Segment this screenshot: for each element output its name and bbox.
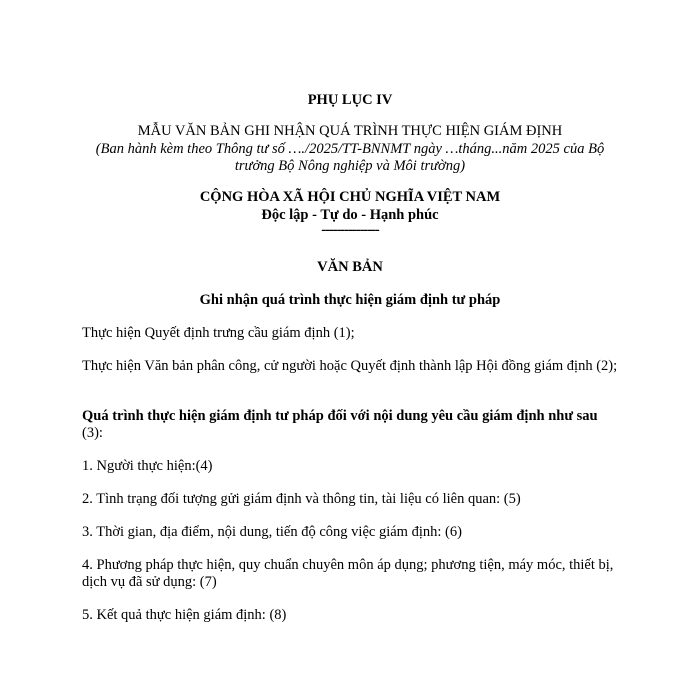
item-object-status: 2. Tình trạng đối tượng gửi giám định và thông tin, tài liệu có liên quan: (5) bbox=[82, 491, 521, 507]
item-results: 5. Kết quả thực hiện giám định: (8) bbox=[82, 607, 287, 623]
document-type-title: VĂN BẢN bbox=[317, 259, 383, 275]
country-name: CỘNG HÒA XÃ HỘI CHỦ NGHĨA VIỆT NAM bbox=[199, 189, 501, 205]
item-performer: 1. Người thực hiện:(4) bbox=[82, 458, 213, 474]
process-intro-bold: Quá trình thực hiện giám định tư pháp đối với nội dung yêu cầu giám định như sau bbox=[82, 408, 598, 424]
paragraph-assignment: Thực hiện Văn bản phân công, cử người hoặc Quyết định thành lập Hội đồng giám định (2); bbox=[82, 358, 618, 374]
appendix-title: PHỤ LỤC IV bbox=[307, 92, 393, 108]
motto-divider: --------------- bbox=[321, 222, 379, 238]
item-time-place: 3. Thời gian, địa điểm, nội dung, tiến độ công việc giám định: (6) bbox=[82, 524, 462, 540]
item-methods: 4. Phương pháp thực hiện, quy chuẩn chuyên môn áp dụng; phương tiện, máy móc, thiết bị, dịch vụ đã sử dụng: (7) bbox=[82, 557, 614, 590]
national-motto: Độc lập - Tự do - Hạnh phúc bbox=[261, 207, 439, 223]
process-intro-ref: (3): bbox=[82, 425, 103, 441]
issuance-note: (Ban hành kèm theo Thông tư số …./2025/TT-BNNMT ngày …tháng...năm 2025 của Bộ trưởng Bộ Nông nghiệp và Môi trường) bbox=[95, 141, 605, 174]
document-subject: Ghi nhận quá trình thực hiện giám định tư pháp bbox=[199, 292, 501, 308]
paragraph-process-intro bbox=[82, 408, 618, 442]
form-title: MẪU VĂN BẢN GHI NHẬN QUÁ TRÌNH THỰC HIỆN GIÁM ĐỊNH bbox=[137, 123, 563, 139]
paragraph-request-decision: Thực hiện Quyết định trưng cầu giám định (1); bbox=[82, 325, 355, 341]
